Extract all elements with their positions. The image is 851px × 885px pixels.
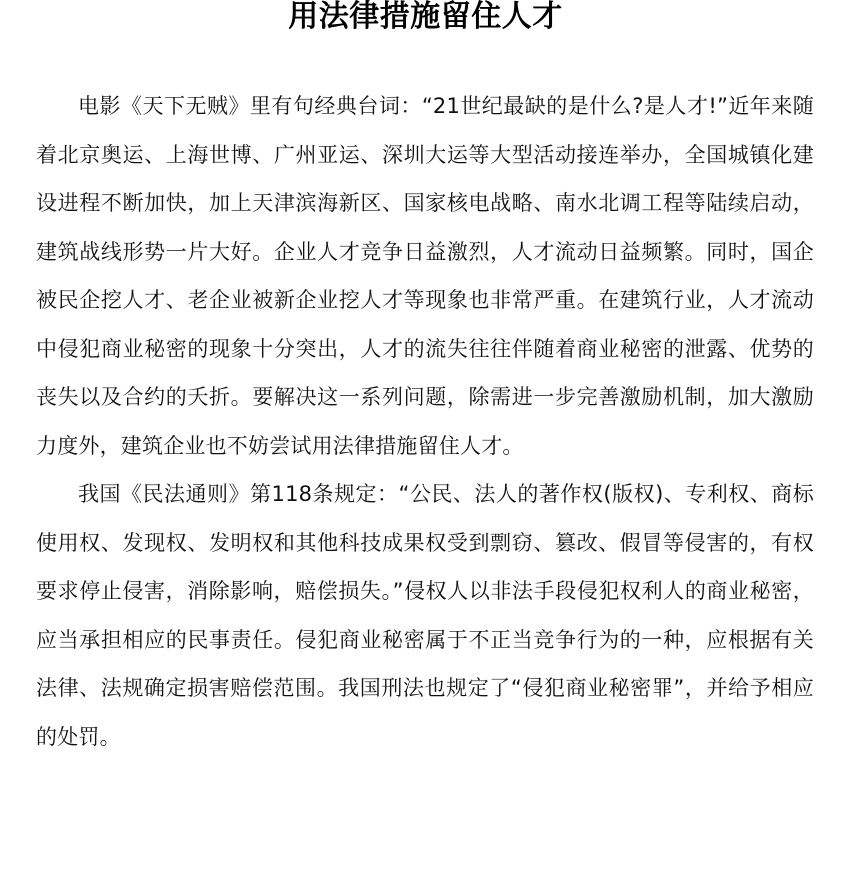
paragraph-1: 电影《天下无贼》里有句经典台词：“21世纪最缺的是什么?是人才!”近年来随着北京奥运、上海世博、广州亚运、深圳大运等大型活动接连举办，全国城镇化建设进程不断加快，加上天津滨海新区、国家核电战略、南水北调工程等陆续启动，建筑战线形势一片大好。企业人才竞争日益激烈，人才流动日益频繁。同时，国企被民企挖人才、老企业被新企业挖人才等现象也非常严重。在建筑行业，人才流动中侵犯商业秘密的现象十分突出，人才的流失往往伴随着商业秘密的泄露、优势的丧失以及合约的夭折。要解决这一系列问题，除需进一步完善激励机制，加大激励力度外，建筑企业也不妨尝试用法律措施留住人才。 — [36, 94, 814, 458]
document-body — [36, 82, 814, 761]
document-title: 用法律措施留住人才 — [288, 0, 563, 34]
paragraph-2: 我国《民法通则》第118条规定：“公民、法人的著作权(版权)、专利权、商标使用权、发现权、发明权和其他科技成果权受到剽窃、篡改、假冒等侵害的，有权要求停止侵害，消除影响，赔偿损失。”侵权人以非法手段侵犯权利人的商业秘密，应当承担相应的民事责任。侵犯商业秘密属于不正当竞争行为的一种，应根据有关法律、法规确定损害赔偿范围。我国刑法也规定了“侵犯商业秘密罪”，并给予相应的处罚。 — [36, 482, 814, 749]
